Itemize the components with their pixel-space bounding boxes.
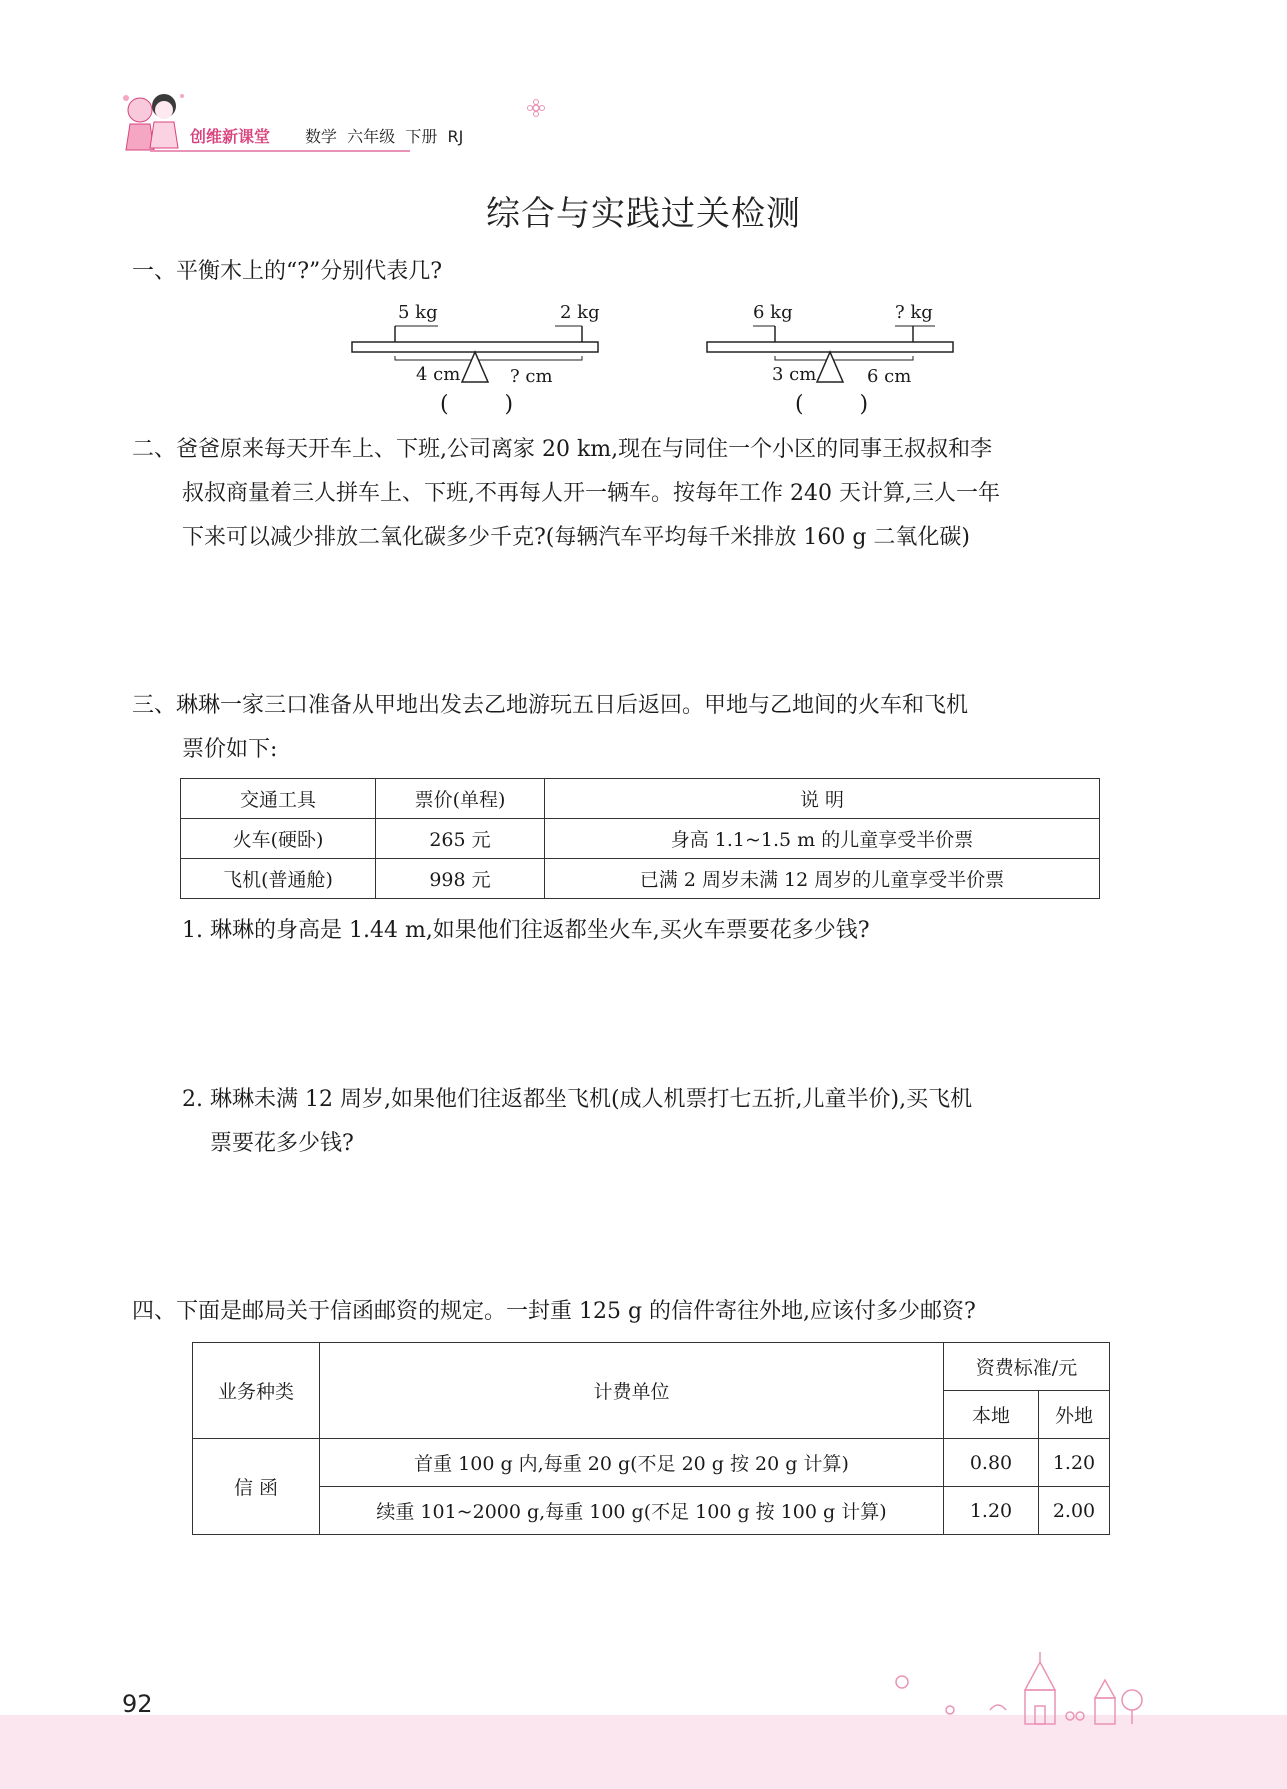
q1-left-distance1: 4 cm [416,364,461,385]
q3-table-header-row [181,779,1100,819]
q3-sub2-line1: 2. 琳琳未满 12 周岁,如果他们往返都坐飞机(成人机票打七五折,儿童半价),买飞机 [182,1087,973,1112]
q4-type-letter: 信 函 [193,1439,320,1535]
q3-header-vehicle: 交通工具 [181,779,376,819]
q4-header-other: 外地 [1039,1391,1110,1439]
q1-text: 一、平衡木上的“?”分别代表几? [132,259,443,284]
q4-postage-table [192,1342,1110,1535]
q3-line1: 三、琳琳一家三口准备从甲地出发去乙地游玩五日后返回。甲地与乙地间的火车和飞机 [132,693,969,718]
q4-header-local: 本地 [944,1391,1039,1439]
castle-decoration-icon [880,1650,1180,1725]
q1-left-distance2: ? cm [510,366,553,387]
q1-right-distance2: 6 cm [867,366,912,387]
q3-row1-note: 身高 1.1~1.5 m 的儿童享受半价票 [545,819,1100,859]
q3-ticket-table [180,778,1100,899]
q3-row2-vehicle: 飞机(普通舱) [181,859,376,899]
q1-left-answer-blank[interactable]: ( ) [440,392,514,417]
q1-left-balance-beam [350,300,610,390]
q3-row1-vehicle: 火车(硬卧) [181,819,376,859]
q3-sub1: 1. 琳琳的身高是 1.44 m,如果他们往返都坐火车,买火车票要花多少钱? [182,918,870,943]
q3-header-note: 说 明 [545,779,1100,819]
q4-header-unit: 计费单位 [320,1343,944,1439]
q2-line3: 下来可以减少排放二氧化碳多少千克?(每辆汽车平均每千米排放 160 g 二氧化碳) [182,525,971,550]
table-row [181,819,1100,859]
q4-row1-local: 0.80 [944,1439,1039,1487]
q1-right-answer-blank[interactable]: ( ) [795,392,869,417]
q4-header-row-1 [193,1343,1110,1391]
header-underline [150,150,410,152]
q3-row2-note: 已满 2 周岁未满 12 周岁的儿童享受半价票 [545,859,1100,899]
q3-row2-price: 998 元 [376,859,545,899]
page-number: 92 [122,1690,153,1718]
q3-row1-price: 265 元 [376,819,545,859]
q1-right-weight2: ? kg [895,302,933,323]
q1-right-balance-beam [705,300,965,390]
header-girls-illustration [118,88,198,158]
q4-row2-unit: 续重 101~2000 g,每重 100 g(不足 100 g 按 100 g 计算) [320,1487,944,1535]
table-row [193,1439,1110,1487]
q1-left-weight2: 2 kg [560,302,600,323]
q2-line1: 二、爸爸原来每天开车上、下班,公司离家 20 km,现在与同住一个小区的同事王叔叔和李 [132,437,993,462]
flower-decoration-icon [526,98,546,118]
table-row [193,1487,1110,1535]
q3-line2: 票价如下: [182,737,278,762]
q1-left-weight1: 5 kg [398,302,438,323]
q1-right-distance1: 3 cm [772,364,817,385]
header-brand: 创维新课堂 [190,127,271,146]
q4-header-type: 业务种类 [193,1343,320,1439]
header-book-info: 数学 六年级 下册 RJ [305,127,464,146]
q4-row2-other: 2.00 [1039,1487,1110,1535]
q3-sub2-line2: 票要花多少钱? [210,1131,354,1156]
table-row [181,859,1100,899]
q4-row2-local: 1.20 [944,1487,1039,1535]
q1-right-weight1: 6 kg [753,302,793,323]
footer-band [0,1715,1287,1789]
q4-row1-unit: 首重 100 g 内,每重 20 g(不足 20 g 按 20 g 计算) [320,1439,944,1487]
q4-text: 四、下面是邮局关于信函邮资的规定。一封重 125 g 的信件寄往外地,应该付多少邮资? [132,1299,976,1324]
q4-row1-other: 1.20 [1039,1439,1110,1487]
q4-header-fee: 资费标准/元 [944,1343,1110,1391]
q3-header-price: 票价(单程) [376,779,545,819]
q2-line2: 叔叔商量着三人拼车上、下班,不再每人开一辆车。按每年工作 240 天计算,三人一年 [182,481,1000,506]
page-title: 综合与实践过关检测 [486,194,801,234]
